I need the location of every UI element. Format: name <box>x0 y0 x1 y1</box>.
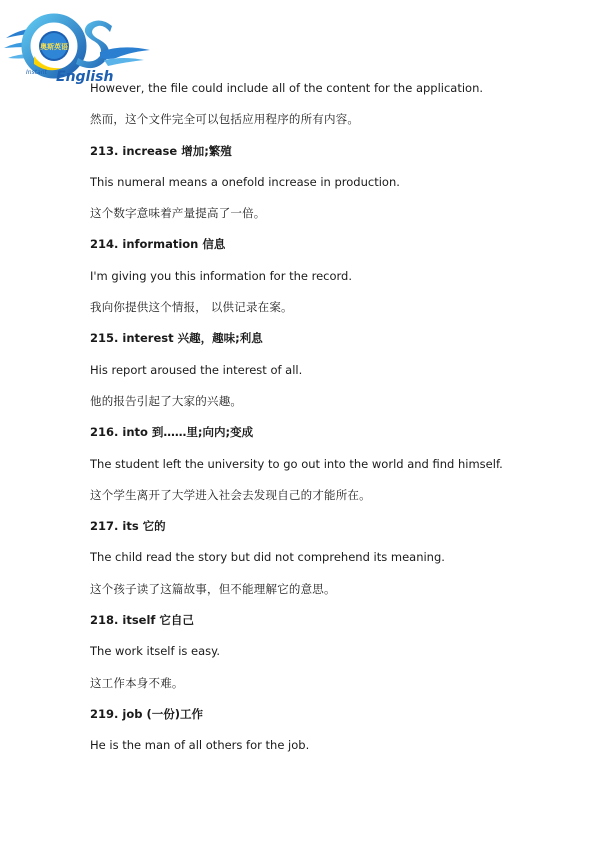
example-sentence-zh: 这工作本身不难。 <box>90 675 184 690</box>
word-entry-heading: 216. into 到……里;向内;变成 <box>90 425 254 440</box>
example-sentence-zh: 然而，这个文件完全可以包括应用程序的所有内容。 <box>90 112 360 127</box>
brand-logo <box>4 8 152 86</box>
word-entry-heading: 219. job (一份)工作 <box>90 706 203 721</box>
example-sentence-en: The child read the story but did not comprehend its meaning. <box>90 550 445 565</box>
example-sentence-zh: 这个学生离开了大学进入社会去发现自己的才能所在。 <box>90 487 371 502</box>
example-sentence-zh: 这个数字意味着产量提高了一倍。 <box>90 206 266 221</box>
logo-graphic <box>4 8 152 86</box>
example-sentence-zh: 这个孩子读了这篇故事，但不能理解它的意思。 <box>90 581 336 596</box>
example-sentence-en: He is the man of all others for the job. <box>90 738 310 753</box>
word-entry-heading: 217. its 它的 <box>90 519 166 534</box>
example-sentence-en: I'm giving you this information for the record. <box>90 268 352 283</box>
word-entry-heading: 218. itself 它自己 <box>90 613 194 628</box>
example-sentence-zh: 他的报告引起了大家的兴趣。 <box>90 393 243 408</box>
logo-brand-small: Instant <box>26 69 47 76</box>
example-sentence-en: The student left the university to go out into the world and find himself. <box>90 456 503 471</box>
example-sentence-en: His report aroused the interest of all. <box>90 362 303 377</box>
example-sentence-en: This numeral means a onefold increase in production. <box>90 174 400 189</box>
word-entry-heading: 213. increase 增加;繁殖 <box>90 143 232 158</box>
word-entry-heading: 214. information 信息 <box>90 237 226 252</box>
example-sentence-en: The work itself is easy. <box>90 644 220 659</box>
logo-badge-text: 奥斯英语 <box>40 43 68 51</box>
example-sentence-zh: 我向你提供这个情报， 以供记录在案。 <box>90 300 293 315</box>
word-entry-heading: 215. interest 兴趣，趣味;利息 <box>90 331 263 346</box>
logo-brand-big: English <box>56 69 114 85</box>
document-body <box>90 79 560 768</box>
example-sentence-en: However, the file could include all of the content for the application. <box>90 81 484 95</box>
